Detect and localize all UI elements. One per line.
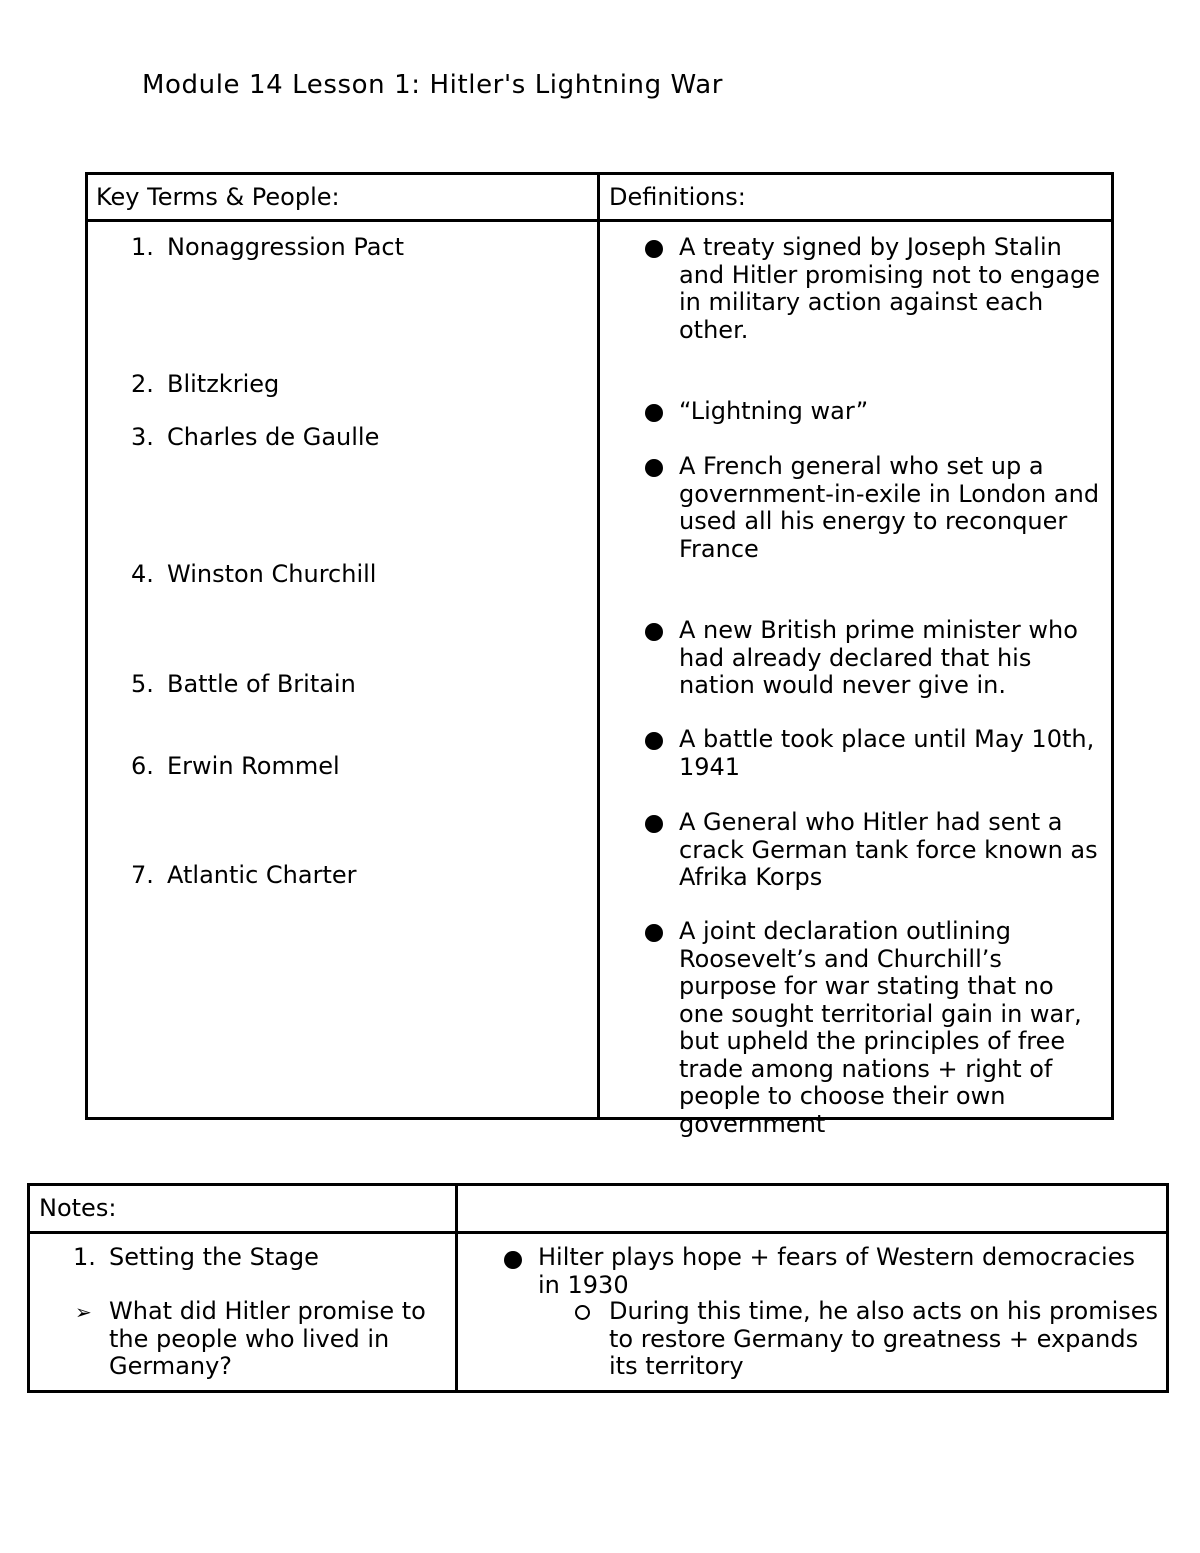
terms-column-divider xyxy=(597,172,600,1120)
page-title: Module 14 Lesson 1: Hitler's Lightning War xyxy=(142,70,724,100)
notes-question: What did Hitler promise to the people who lived in Germany? xyxy=(109,1297,426,1380)
definition-text: A General who Hitler had sent a crack German tank force known as Afrika Korps xyxy=(679,808,1098,891)
definition-text: A new British prime minister who had already declared that his nation would never give in. xyxy=(679,616,1078,699)
bullet-icon xyxy=(645,240,663,258)
bullet-icon xyxy=(645,815,663,833)
term-item: 5. Battle of Britain xyxy=(131,670,356,698)
term-item: 2. Blitzkrieg xyxy=(131,370,280,398)
notes-column-divider xyxy=(455,1183,458,1393)
note-sub-text: During this time, he also acts on his promises to restore Germany to greatness + expands its territory xyxy=(609,1297,1159,1380)
definition-text: A joint declaration outlining Roosevelt’s and Churchill’s purpose for war stating that no one sought territorial gain in war, but upheld the principles of free trade among nations + right of people to choose their own government xyxy=(679,917,1082,1138)
notes-header-divider xyxy=(27,1231,1169,1234)
definition-text: A French general who set up a government-in-exile in London and used all his energy to reconquer France xyxy=(679,452,1100,563)
definition-text: “Lightning war” xyxy=(679,397,869,425)
bullet-icon xyxy=(645,404,663,422)
term-item: 1. Nonaggression Pact xyxy=(131,233,405,261)
definitions-header-label: Definitions: xyxy=(609,183,746,211)
bullet-icon xyxy=(645,623,663,641)
note-main-text: Hilter plays hope + fears of Western democracies in 1930 xyxy=(538,1243,1135,1299)
bullet-icon xyxy=(645,732,663,750)
term-item: 4. Winston Churchill xyxy=(131,560,377,588)
term-item: 6. Erwin Rommel xyxy=(131,752,340,780)
notes-item: 1. Setting the Stage xyxy=(73,1243,319,1271)
definition-text: A treaty signed by Joseph Stalin and Hitler promising not to engage in military action against each other. xyxy=(679,233,1100,344)
term-item: 3. Charles de Gaulle xyxy=(131,423,380,451)
terms-header-label: Key Terms & People: xyxy=(96,183,340,211)
term-item: 7. Atlantic Charter xyxy=(131,861,357,889)
bullet-icon xyxy=(504,1251,522,1269)
notes-header-label: Notes: xyxy=(39,1194,117,1222)
hollow-bullet-icon xyxy=(575,1305,590,1320)
arrow-bullet-icon: ➢ xyxy=(75,1300,92,1324)
definition-text: A battle took place until May 10th, 1941 xyxy=(679,725,1095,781)
bullet-icon xyxy=(645,459,663,477)
bullet-icon xyxy=(645,924,663,942)
